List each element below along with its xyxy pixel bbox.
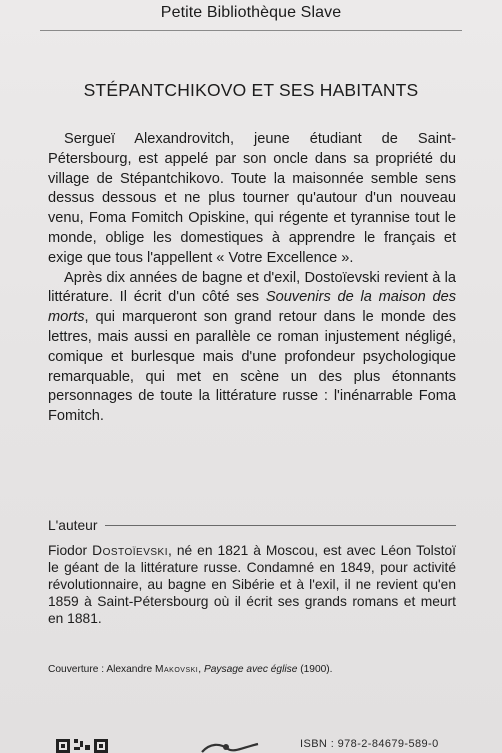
isbn: ISBN : 978-2-84679-589-0	[300, 738, 439, 750]
blurb	[48, 130, 456, 427]
blurb-p2-text-b: , qui marqueront son grand retour dans le monde des lettres, mais aussi en parallèle ce roman injustement négligé, comique et burlesque mais d'une profondeur psychologique remarquable, qui met en scène un des plus étonnants personnages de toute la littérature russe : l'inénarrable Foma Fomitch.	[48, 309, 456, 425]
blurb-p2-work-title: Souvenirs de la maison des morts	[48, 289, 457, 326]
author-surname: Dostoïevski	[92, 543, 168, 558]
author-heading	[48, 518, 456, 533]
publisher-logo-icon	[200, 741, 260, 753]
author-bio	[48, 542, 456, 627]
credit-artist: Makovski	[155, 664, 199, 675]
series-rule	[40, 30, 462, 31]
author-heading-label: L'auteur	[48, 518, 98, 533]
blurb-paragraph-2	[48, 269, 456, 427]
author-bio-paragraph	[48, 542, 456, 627]
credit-separator: ,	[198, 664, 204, 675]
series-name: Petite Bibliothèque Slave	[160, 4, 342, 21]
qr-code-icon	[56, 739, 108, 753]
credit-prefix: Couverture : Alexandre	[48, 664, 156, 675]
book-title: STÉPANTCHIKOVO ET SES HABITANTS	[83, 80, 419, 100]
author-bio-text: , né en 1821 à Moscou, est avec Léon Tolstoï le géant de la littérature russe. Condamné en 1849, pour activité révolutionnaire, au bagne en Sibérie et à l'exil, il ne revient qu'en 1859 à Saint-Pétersbourg où il écrit ses grands romans et meurt en 1881.	[48, 543, 456, 626]
blurb-p2-text-a: Après dix années de bagne et d'exil, Dostoïevski revient à la littérature. Il écrit d'un côté ses	[48, 269, 456, 306]
credit-year: (1900).	[297, 664, 333, 675]
bottom-strip	[0, 735, 502, 753]
blurb-paragraph-1: Sergueï Alexandrovitch, jeune étudiant de Saint-Pétersbourg, est appelé par son oncle dans sa propriété du village de Stépantchikovo. Toute la maisonnée semble sens dessus dessous et ne plus tourner qu'autour d'un nouveau venu, Foma Fomitch Opiskine, qui régente et tyrannise tout le monde, oblige les domestiques à apprendre le français et exige que tous l'appellent « Votre Excellence ».	[48, 131, 456, 266]
credit-work: Paysage avec église	[203, 664, 298, 675]
author-heading-rule	[105, 525, 456, 526]
cover-credit	[48, 663, 456, 676]
author-first-name: Fiodor	[48, 543, 93, 558]
